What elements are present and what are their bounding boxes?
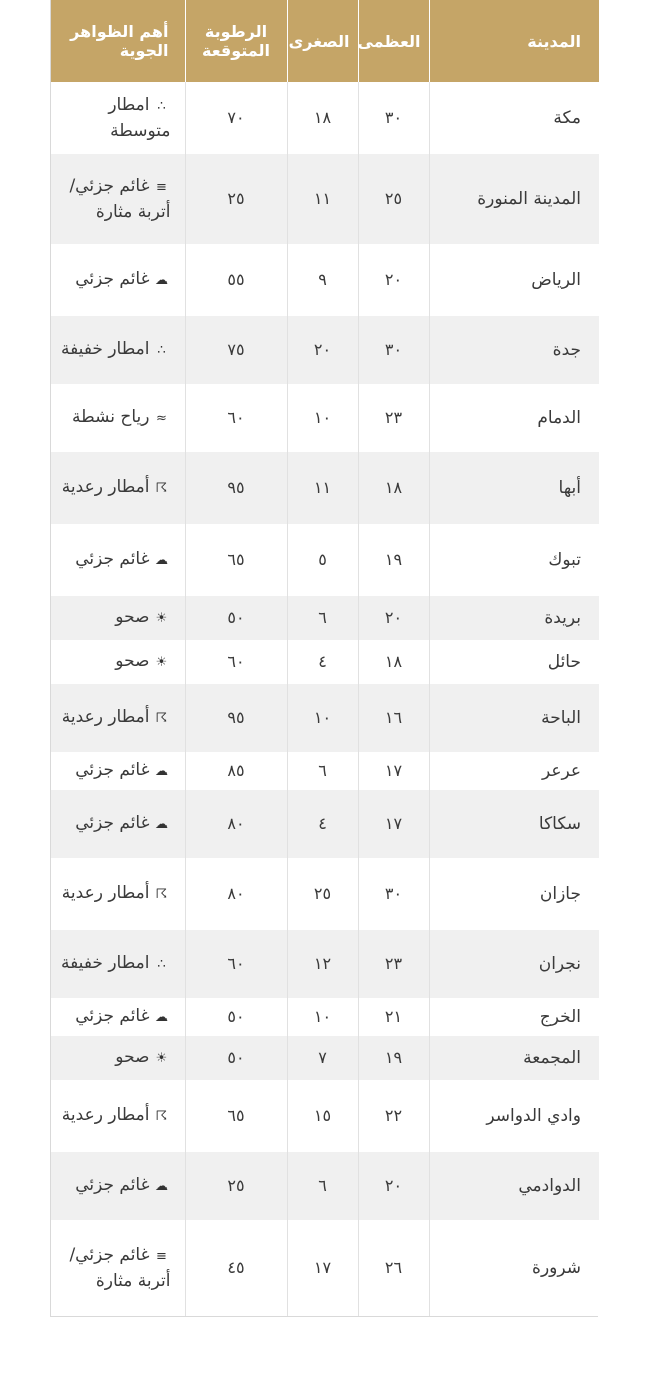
phenomena-text: أمطار رعدية [61,477,150,497]
thunderstorm-icon: ☈ [155,887,168,902]
table-body [51,82,599,1316]
cell-humidity: ٦٠ [185,384,287,452]
weather-table-container [50,0,598,1317]
phenomena-text: رياح نشطة [72,407,150,427]
header-phenomena: أهم الظواهر الجوية [51,0,185,82]
table-row [51,1152,599,1220]
table-row [51,684,599,752]
sun-icon: ☀ [155,1051,168,1066]
cell-max: ١٩ [358,524,429,596]
dust-haze-icon: ≡ [156,180,167,195]
cell-max: ١٧ [358,752,429,790]
cell-city: شرورة [429,1220,599,1316]
phenomena-text: صحو [115,1047,150,1067]
cell-phenomena [51,858,185,930]
cell-city: نجران [429,930,599,998]
cell-phenomena [51,384,185,452]
cell-city: تبوك [429,524,599,596]
cell-phenomena [51,1220,185,1316]
phenomena-text: غائم جزئي [75,549,150,569]
cell-humidity: ٨٥ [185,752,287,790]
cell-phenomena [51,316,185,384]
partly-cloudy-icon: ☁ [155,764,168,779]
header-city: المدينة [429,0,599,82]
cell-humidity: ٦٥ [185,1080,287,1152]
cell-city: جدة [429,316,599,384]
cell-city: مكة [429,82,599,154]
phenomena-text: غائم جزئي [75,1006,150,1026]
cell-humidity: ٨٠ [185,790,287,858]
table-row [51,998,599,1036]
table-row [51,524,599,596]
cell-min: ١٨ [287,82,358,154]
table-row [51,244,599,316]
dust-haze-icon: ≡ [156,1249,167,1264]
cell-humidity: ٩٥ [185,452,287,524]
cell-phenomena [51,452,185,524]
cell-city: حائل [429,640,599,684]
cell-min: ٧ [287,1036,358,1080]
cell-max: ٣٠ [358,858,429,930]
cell-phenomena [51,1036,185,1080]
thunderstorm-icon: ☈ [155,481,168,496]
rain-drops-icon: ∴ [157,99,166,114]
cell-city: الدمام [429,384,599,452]
phenomena-text: غائم جزئي [75,1175,150,1195]
cell-phenomena [51,524,185,596]
cell-city: جازان [429,858,599,930]
cell-min: ٦ [287,1152,358,1220]
cell-humidity: ٢٥ [185,1152,287,1220]
cell-humidity: ٤٥ [185,1220,287,1316]
cell-humidity: ٥٠ [185,596,287,640]
phenomena-text: أمطار رعدية [61,707,150,727]
rain-drops-icon: ∴ [157,343,166,358]
cell-min: ٤ [287,790,358,858]
phenomena-text: صحو [115,607,150,627]
table-row [51,930,599,998]
phenomena-text: أمطار رعدية [61,883,150,903]
header-humidity: الرطوبة المتوقعة [185,0,287,82]
cell-min: ٥ [287,524,358,596]
cell-max: ٢٠ [358,244,429,316]
table-header-row [51,0,599,82]
cell-city: الباحة [429,684,599,752]
cell-city: أبها [429,452,599,524]
thunderstorm-icon: ☈ [155,711,168,726]
cell-phenomena [51,790,185,858]
cell-max: ٢٥ [358,154,429,244]
cell-humidity: ٨٠ [185,858,287,930]
cell-phenomena [51,640,185,684]
cell-city: الخرج [429,998,599,1036]
cell-phenomena [51,154,185,244]
cell-phenomena [51,244,185,316]
cell-humidity: ٦٥ [185,524,287,596]
phenomena-text: غائم جزئي [75,813,150,833]
partly-cloudy-icon: ☁ [155,1179,168,1194]
cell-phenomena [51,752,185,790]
cell-city: سكاكا [429,790,599,858]
phenomena-text: غائم جزئي/أتربة مثارة [69,1245,171,1291]
table-row [51,1036,599,1080]
table-row [51,316,599,384]
cell-phenomena [51,930,185,998]
cell-city: عرعر [429,752,599,790]
cell-max: ١٨ [358,640,429,684]
cell-humidity: ٦٠ [185,930,287,998]
cell-max: ٣٠ [358,82,429,154]
wind-icon: ≈ [156,411,167,426]
cell-min: ١٠ [287,998,358,1036]
table-row [51,452,599,524]
cell-humidity: ٦٠ [185,640,287,684]
cell-city: المجمعة [429,1036,599,1080]
cell-min: ٩ [287,244,358,316]
cell-humidity: ٥٠ [185,1036,287,1080]
cell-city: بريدة [429,596,599,640]
sun-icon: ☀ [155,655,168,670]
cell-max: ١٩ [358,1036,429,1080]
table-row [51,154,599,244]
table-row [51,82,599,154]
cell-max: ١٨ [358,452,429,524]
cell-max: ٣٠ [358,316,429,384]
cell-city: المدينة المنورة [429,154,599,244]
phenomena-text: امطار خفيفة [60,339,150,359]
cell-city: الرياض [429,244,599,316]
cell-humidity: ٢٥ [185,154,287,244]
phenomena-text: صحو [115,651,150,671]
phenomena-text: غائم جزئي [75,269,150,289]
table-row [51,858,599,930]
table-row [51,640,599,684]
sun-icon: ☀ [155,611,168,626]
cell-max: ٢١ [358,998,429,1036]
cell-min: ٦ [287,596,358,640]
cell-min: ٢٠ [287,316,358,384]
cell-phenomena [51,82,185,154]
cell-max: ١٦ [358,684,429,752]
cell-max: ٢٣ [358,384,429,452]
header-max: العظمى [358,0,429,82]
rain-drops-icon: ∴ [157,957,166,972]
cell-max: ٢٢ [358,1080,429,1152]
table-row [51,790,599,858]
phenomena-text: غائم جزئي/أتربة مثارة [69,176,171,222]
table-row [51,1080,599,1152]
cell-humidity: ٥٥ [185,244,287,316]
phenomena-text: امطار متوسطة [108,95,171,141]
partly-cloudy-icon: ☁ [155,817,168,832]
cell-min: ١١ [287,452,358,524]
cell-max: ٢٦ [358,1220,429,1316]
cell-min: ١١ [287,154,358,244]
cell-min: ١٠ [287,684,358,752]
cell-min: ٤ [287,640,358,684]
cell-humidity: ٧٥ [185,316,287,384]
table-row [51,752,599,790]
cell-city: الدوادمي [429,1152,599,1220]
cell-humidity: ٩٥ [185,684,287,752]
cell-min: ١٧ [287,1220,358,1316]
cell-max: ٢٣ [358,930,429,998]
cell-max: ٢٠ [358,596,429,640]
table-row [51,1220,599,1316]
cell-min: ١٢ [287,930,358,998]
cell-phenomena [51,684,185,752]
weather-table [51,0,599,1316]
cell-phenomena [51,1152,185,1220]
cell-phenomena [51,596,185,640]
thunderstorm-icon: ☈ [155,1109,168,1124]
cell-max: ١٧ [358,790,429,858]
cell-city: وادي الدواسر [429,1080,599,1152]
partly-cloudy-icon: ☁ [155,273,168,288]
table-row [51,596,599,640]
phenomena-text: أمطار رعدية [61,1105,150,1125]
cell-min: ١٠ [287,384,358,452]
cell-min: ١٥ [287,1080,358,1152]
phenomena-text: امطار خفيفة [60,953,150,973]
cell-min: ٦ [287,752,358,790]
cell-max: ٢٠ [358,1152,429,1220]
header-min: الصغرى [287,0,358,82]
partly-cloudy-icon: ☁ [155,1010,168,1025]
cell-humidity: ٧٠ [185,82,287,154]
table-row [51,384,599,452]
cell-min: ٢٥ [287,858,358,930]
cell-phenomena [51,1080,185,1152]
cell-phenomena [51,998,185,1036]
cell-humidity: ٥٠ [185,998,287,1036]
phenomena-text: غائم جزئي [75,760,150,780]
partly-cloudy-icon: ☁ [155,553,168,568]
